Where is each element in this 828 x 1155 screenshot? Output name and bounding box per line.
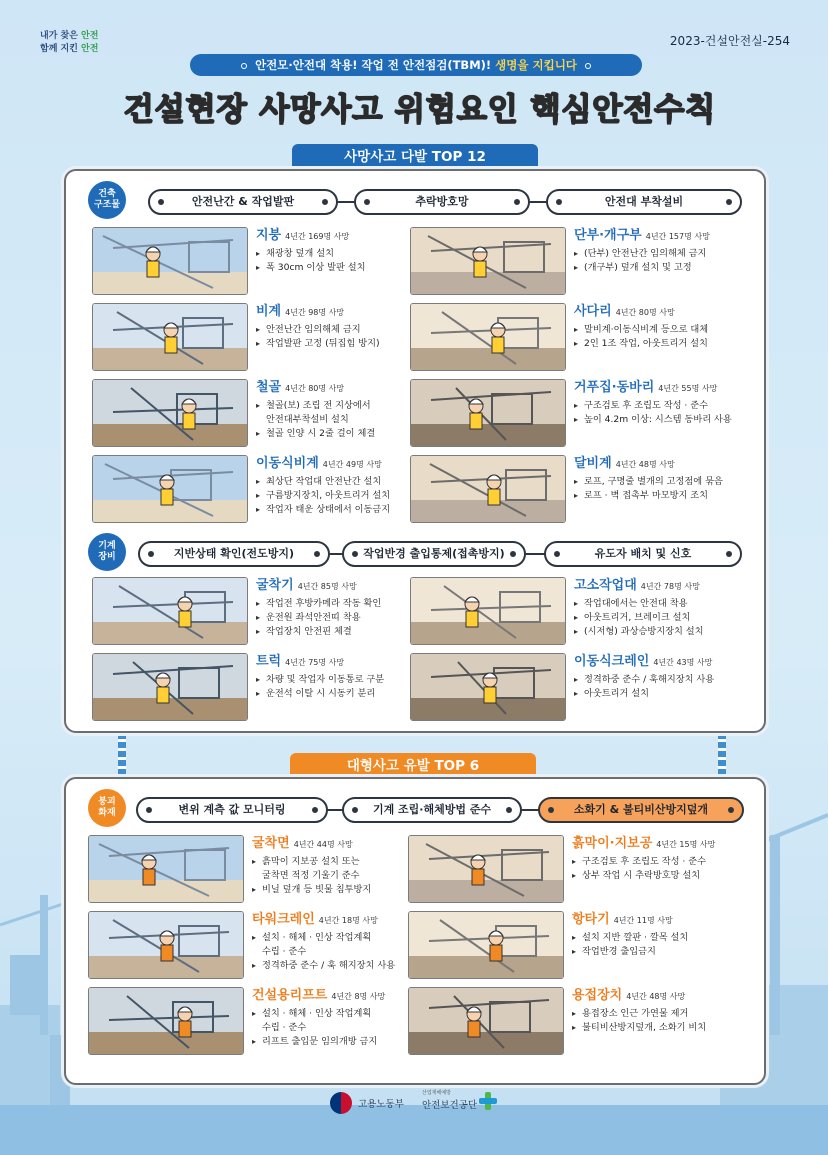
risk-item: [408, 987, 758, 1057]
safety-rule: ▸ 아웃트리거 설치: [574, 687, 760, 701]
safety-rule: ▸ 말비계·이동식비계 등으로 대체: [574, 323, 760, 337]
safety-rule: ▸ 안전난간 임의해체 금지: [256, 323, 442, 337]
fatality-stat: 4년간 55명 사망: [658, 384, 718, 393]
measure-chip: 안전난간 & 작업발판: [148, 189, 338, 215]
risk-item: [410, 455, 760, 525]
safety-rule: ▸ 작업전 후방카메라 작동 확인: [256, 597, 442, 611]
ring-icon: [585, 63, 591, 69]
kosha-cross-icon: [478, 1091, 498, 1111]
risk-item: [410, 653, 760, 723]
government-emblem-icon: [330, 1092, 352, 1114]
poster-title: [80, 84, 760, 132]
risk-name: 항타기: [572, 912, 610, 927]
safety-rule: ▸ 작업장치 안전핀 체결: [256, 625, 442, 639]
accident-illustration: [88, 987, 244, 1055]
measure-chip: 유도자 배치 및 신호: [544, 541, 742, 567]
fatality-stat: 4년간 49명 사망: [322, 460, 382, 469]
document-number: 2023-건설안전실-254: [669, 34, 790, 48]
safety-rules-list: [572, 931, 758, 959]
slogan-line1-highlight: 안전: [81, 31, 99, 41]
pill-highlight-text: 생명을 지킵니다: [495, 58, 577, 72]
fatality-stat: 4년간 48명 사망: [626, 992, 686, 1001]
safety-rule: ▸ 설치 · 해체 · 인상 작업계획 수립 · 준수: [252, 931, 438, 959]
safety-rule: ▸ 로프, 구명줄 별개의 고정점에 묶음: [574, 475, 760, 489]
fatality-stat: 4년간 44명 사망: [293, 840, 353, 849]
connector-pole: [718, 733, 726, 777]
fatality-stat: 4년간 80명 사망: [615, 308, 675, 317]
measure-chip: 변위 계측 값 모니터링: [136, 797, 328, 823]
fatality-stat: 4년간 80명 사망: [285, 384, 345, 393]
risk-item: [92, 379, 442, 449]
safety-rules-list: [574, 247, 760, 275]
risk-name: 흙막이·지보공: [572, 836, 653, 851]
risk-item: [410, 379, 760, 449]
safety-rule: ▸ 폭 30cm 이상 발판 설치: [256, 261, 442, 275]
safety-rule: ▸ 최상단 작업대 안전난간 설치: [256, 475, 442, 489]
fatality-stat: 4년간 75명 사망: [285, 658, 345, 667]
slogan-line2: 함께 지킨: [40, 44, 82, 54]
measure-chip: 안전대 부착설비: [546, 189, 742, 215]
safety-rule: ▸ 상부 작업 시 추락방호망 설치: [572, 869, 758, 883]
measure-chip: 소화기 & 불티비산방지덮개: [538, 797, 744, 823]
accident-illustration: [408, 835, 564, 903]
safety-rule: ▸ 차량 및 작업자 이동통로 구분: [256, 673, 442, 687]
section-tab-major-top6: 대형사고 유발 TOP 6: [290, 753, 536, 779]
category-badge-structure: 건축 구조물: [88, 181, 126, 219]
risk-item: [408, 835, 758, 905]
measures-row-structure: [66, 189, 766, 215]
safety-rule: ▸ 구조검토 후 조립도 작성 · 준수: [572, 855, 758, 869]
fatality-stat: 4년간 78명 사망: [640, 582, 700, 591]
risk-item: [92, 653, 442, 723]
risk-item: [88, 911, 438, 981]
risk-item: [408, 911, 758, 981]
safety-rule: ▸ 채광창 덮개 설치: [256, 247, 442, 261]
accident-illustration: [88, 835, 244, 903]
risk-item: [410, 227, 760, 297]
fatality-stat: 4년간 48명 사망: [615, 460, 675, 469]
safety-rule: ▸ (단부) 안전난간 임의해체 금지: [574, 247, 760, 261]
risk-text: [574, 455, 760, 503]
category-badge-machinery: 기계 장비: [88, 533, 126, 571]
safety-rule: ▸ 설치 지반 깔판 · 깔목 설치: [572, 931, 758, 945]
accident-illustration: [92, 455, 248, 523]
accident-illustration: [410, 653, 566, 721]
accident-illustration: [92, 577, 248, 645]
safety-rule: ▸ 2인 1조 작업, 아웃트리거 설치: [574, 337, 760, 351]
measure-chip: 작업반경 출입통제(접촉방지): [342, 541, 526, 567]
risk-name: 타워크레인: [252, 912, 315, 927]
safety-rule: ▸ 리프트 출입문 임의개방 금지: [252, 1035, 438, 1049]
fatal-accidents-panel: [64, 169, 766, 733]
accident-illustration: [92, 653, 248, 721]
risk-name: 달비계: [574, 456, 612, 471]
fatality-stat: 4년간 8명 사망: [331, 992, 386, 1001]
risk-item: [410, 303, 760, 373]
accident-illustration: [410, 379, 566, 447]
risk-text: [574, 577, 760, 639]
risk-text: [574, 379, 760, 427]
safety-rules-list: [574, 399, 760, 427]
safety-rule: ▸ 용접장소 인근 가연물 제거: [572, 1007, 758, 1021]
risk-name: 굴착면: [252, 836, 290, 851]
risk-text: [574, 303, 760, 351]
accident-illustration: [88, 911, 244, 979]
fatality-stat: 4년간 15명 사망: [656, 840, 716, 849]
accident-illustration: [92, 379, 248, 447]
safety-rule: ▸ 정격하중 준수 / 훅해지장치 사용: [574, 673, 760, 687]
accident-illustration: [408, 911, 564, 979]
kosha-subtitle: 산업재해예방: [422, 1090, 451, 1096]
risk-text: [572, 911, 758, 959]
risk-name: 단부·개구부: [574, 228, 642, 243]
safety-rule: ▸ 구조검토 후 조립도 작성 · 준수: [574, 399, 760, 413]
safety-rule: ▸ (개구부) 덮개 설치 및 고정: [574, 261, 760, 275]
category-badge-collapse-fire: 붕괴 화재: [88, 789, 126, 827]
safety-rules-list: [574, 597, 760, 639]
kosha-name: 안전보건공단: [422, 1100, 478, 1111]
safety-rule: ▸ 작업대에서는 안전대 착용: [574, 597, 760, 611]
accident-illustration: [410, 303, 566, 371]
risk-name: 비계: [256, 304, 282, 319]
risk-item: [92, 227, 442, 297]
section-tab-fatal-top12: 사망사고 다발 TOP 12: [292, 144, 538, 170]
fatality-stat: 4년간 43명 사망: [653, 658, 713, 667]
risk-name: 지붕: [256, 228, 282, 243]
fatality-stat: 4년간 85명 사망: [297, 582, 357, 591]
risk-item: [92, 455, 442, 525]
fatality-stat: 4년간 18명 사망: [318, 916, 378, 925]
measures-row-collapse-fire: [66, 797, 766, 823]
slogan-line2-highlight: 안전: [81, 44, 99, 54]
risk-name: 용접장치: [572, 988, 623, 1003]
safety-rule: ▸ (시저형) 과상승방지장치 설치: [574, 625, 760, 639]
risk-name: 거푸집·동바리: [574, 380, 655, 395]
measure-chip: 추락방호망: [354, 189, 530, 215]
safety-rule: ▸ 작업발판 고정 (뒤집힘 방지): [256, 337, 442, 351]
safety-rules-list: [574, 475, 760, 503]
safety-rules-list: [572, 855, 758, 883]
risk-text: [574, 227, 760, 275]
risk-name: 굴착기: [256, 578, 294, 593]
measures-row-machinery: [66, 541, 766, 567]
accident-illustration: [410, 455, 566, 523]
safety-rule: ▸ 운전원 좌석안전띠 착용: [256, 611, 442, 625]
accident-illustration: [410, 227, 566, 295]
title-highlight: 핵심안전수칙: [530, 92, 717, 128]
risk-item: [92, 577, 442, 647]
major-accidents-panel: [64, 777, 766, 1085]
fatality-stat: 4년간 98명 사망: [285, 308, 345, 317]
safety-rule: ▸ 작업반경 출입금지: [572, 945, 758, 959]
title-main: 건설현장 사망사고 위험요인: [123, 92, 531, 128]
safety-rule: ▸ 철골 인양 시 2줄 걸이 체결: [256, 427, 442, 441]
safety-rule: ▸ 정격하중 준수 / 훅 해지장치 사용: [252, 959, 438, 973]
safety-rule: ▸ 운전석 이탈 시 시동키 분리: [256, 687, 442, 701]
risk-text: [572, 987, 758, 1035]
fatality-stat: 4년간 169명 사망: [285, 232, 350, 241]
risk-name: 이동식크레인: [574, 654, 650, 669]
pill-main-text: 안전모·안전대 착용! 작업 전 안전점검(TBM)!: [255, 58, 496, 72]
safety-rule: ▸ 불티비산방지덮개, 소화기 비치: [572, 1021, 758, 1035]
risk-item: [410, 577, 760, 647]
safety-pill-banner: [190, 54, 642, 76]
footer-logos: [330, 1088, 510, 1118]
connector-line: [528, 201, 548, 203]
risk-text: [574, 653, 760, 701]
campaign-slogan: [40, 30, 98, 56]
risk-item: [88, 987, 438, 1057]
safety-rule: ▸ 작업자 태운 상태에서 이동금지: [256, 503, 442, 517]
risk-name: 철골: [256, 380, 282, 395]
safety-rules-list: [574, 673, 760, 701]
measure-chip: 기계 조립·해체방법 준수: [342, 797, 522, 823]
connector-line: [336, 201, 356, 203]
safety-rule: ▸ 로프 · 벽 접촉부 마모방지 조치: [574, 489, 760, 503]
fatality-stat: 4년간 11명 사망: [613, 916, 673, 925]
slogan-line1: 내가 찾은: [40, 31, 82, 41]
connector-pole: [118, 733, 126, 777]
safety-rule: ▸ 철골(보) 조립 전 지상에서 안전대부착설비 설치: [256, 399, 442, 427]
accident-illustration: [410, 577, 566, 645]
safety-rules-list: [574, 323, 760, 351]
safety-rule: ▸ 아웃트리거, 브레이크 설치: [574, 611, 760, 625]
risk-name: 트럭: [256, 654, 282, 669]
safety-rule: ▸ 높이 4.2m 이상: 시스템 동바리 사용: [574, 413, 760, 427]
risk-item: [88, 835, 438, 905]
safety-rule: ▸ 흙막이 지보공 설치 또는 굴착면 적정 기울기 준수: [252, 855, 438, 883]
safety-rule: ▸ 설치 · 해체 · 인상 작업계획 수립 · 준수: [252, 1007, 438, 1035]
safety-rule: ▸ 구름방지장치, 아웃트리거 설치: [256, 489, 442, 503]
safety-rules-list: [572, 1007, 758, 1035]
ring-icon: [241, 63, 247, 69]
measure-chip: 지반상태 확인(전도방지): [138, 541, 330, 567]
risk-name: 건설용리프트: [252, 988, 328, 1003]
ministry-name: 고용노동부: [358, 1099, 404, 1110]
risk-name: 사다리: [574, 304, 612, 319]
risk-text: [572, 835, 758, 883]
safety-rule: ▸ 비닐 덮개 등 빗물 침투방지: [252, 883, 438, 897]
risk-name: 이동식비계: [256, 456, 319, 471]
accident-illustration: [92, 303, 248, 371]
fatality-stat: 4년간 157명 사망: [645, 232, 710, 241]
accident-illustration: [92, 227, 248, 295]
risk-item: [92, 303, 442, 373]
accident-illustration: [408, 987, 564, 1055]
risk-name: 고소작업대: [574, 578, 637, 593]
